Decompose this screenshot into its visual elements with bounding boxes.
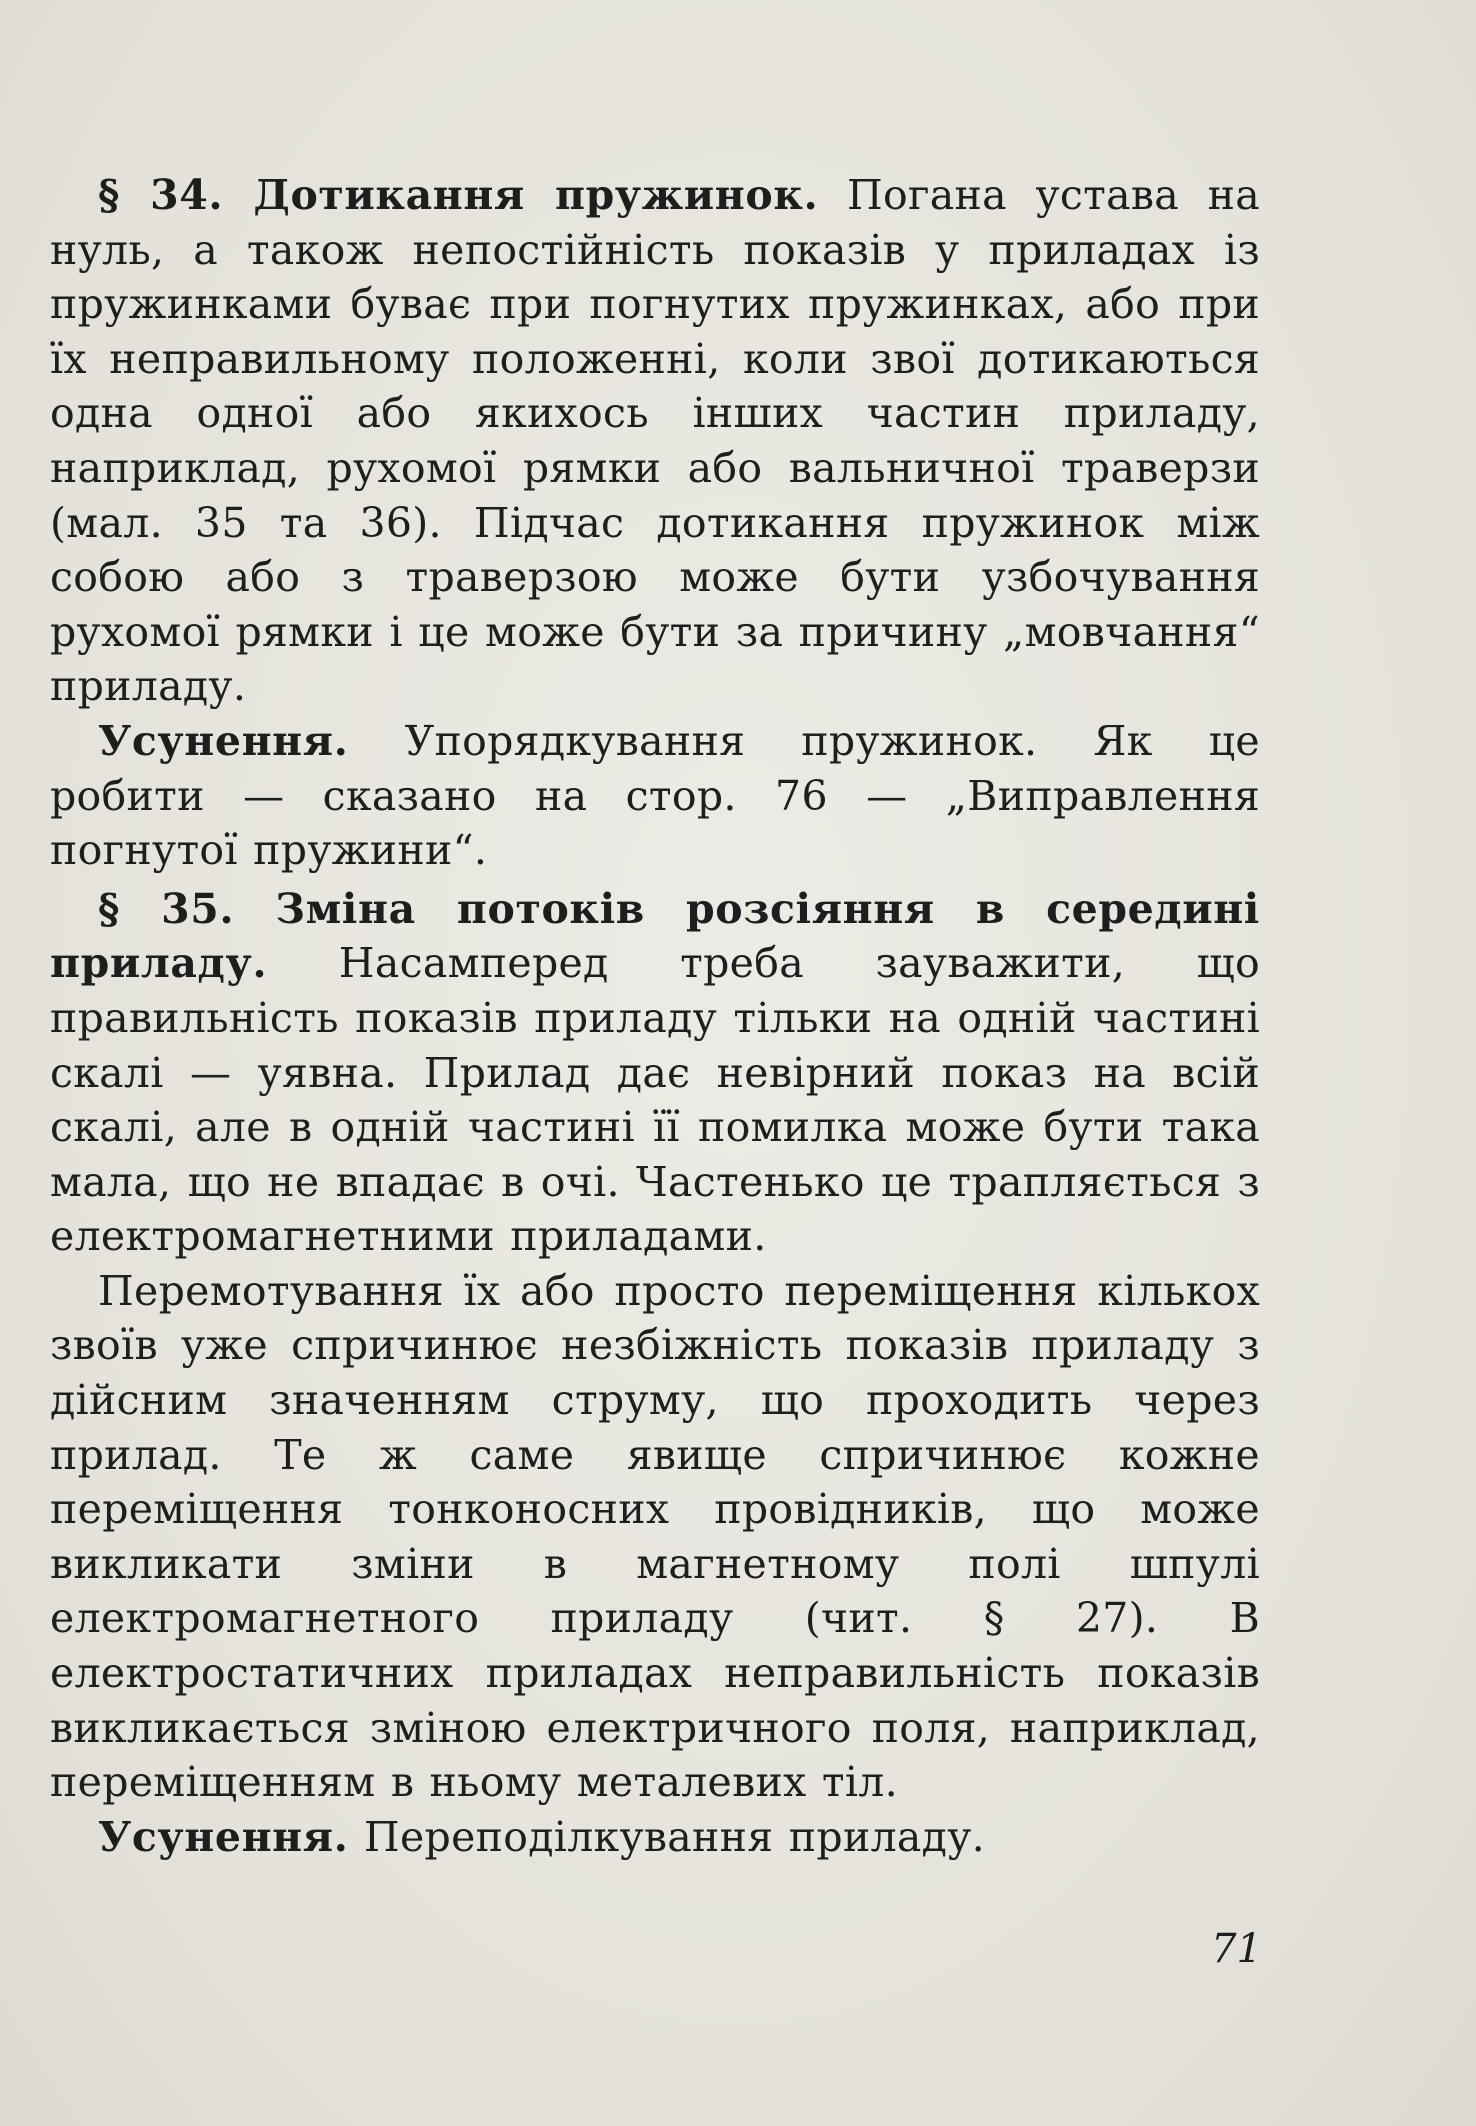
section-34-paragraph (50, 168, 1260, 714)
section-35-body: Насамперед треба зауважити, що правильність показів приладу тільки на одній частині скалі — уявна. Прилад дає невірний показ на всій скалі, але в одній частині її помилка може бути така мала, що не впадає в очі. Частенько це трапляється з електромагнетними приладами. (50, 939, 1260, 1261)
section-35-remedy-heading: Усунення. (98, 1812, 349, 1861)
section-34-remedy (50, 714, 1260, 878)
page-number: 71 (1211, 1926, 1262, 1972)
section-35-remedy-body: Переподілкування приладу. (363, 1812, 985, 1861)
section-34-heading: § 34. Дотикання пружинок. (98, 171, 819, 219)
page-text (50, 168, 1260, 1864)
section-35-heading: § 35. Зміна потоків розсіяння в середині приладу. (50, 884, 1260, 988)
section-35-paragraph-2 (50, 1264, 1260, 1810)
section-35-paragraph (50, 882, 1260, 1264)
section-34-remedy-body: Упорядкування пружинок. Як це робити — сказано на стор. 76 — „Виправлення погнутої пружини“. (50, 716, 1260, 875)
section-34-remedy-heading: Усунення. (98, 716, 349, 765)
section-34-body: Погана устава на нуль, а також непостійність показів у приладах із пружинками буває при погнутих пружинках, або при їх неправильному положенні, коли звої дотикаються одна одної або якихось інших частин приладу, наприклад, рухомої рямки або вальничної траверзи (мал. 35 та 36). Підчас дотикання пружинок між собою або з траверзою може бути узбочування рухомої рямки і це може бути за причину „мовчання“ приладу. (50, 171, 1260, 711)
section-35-remedy (50, 1810, 1260, 1865)
section-35-body-2: Перемотування їх або просто переміщення кількох звоїв уже спричинює незбіжність показів приладу з дійсним значенням струму, що проходить через прилад. Те ж саме явище спричинює кожне переміщення тонконосних провідників, що може викликати зміни в магнетному полі шпулі електромагнетного приладу (чит. § 27). В електростатичних приладах неправильність показів викликається зміною електричного поля, наприклад, переміщенням в ньому металевих тіл. (50, 1266, 1260, 1807)
